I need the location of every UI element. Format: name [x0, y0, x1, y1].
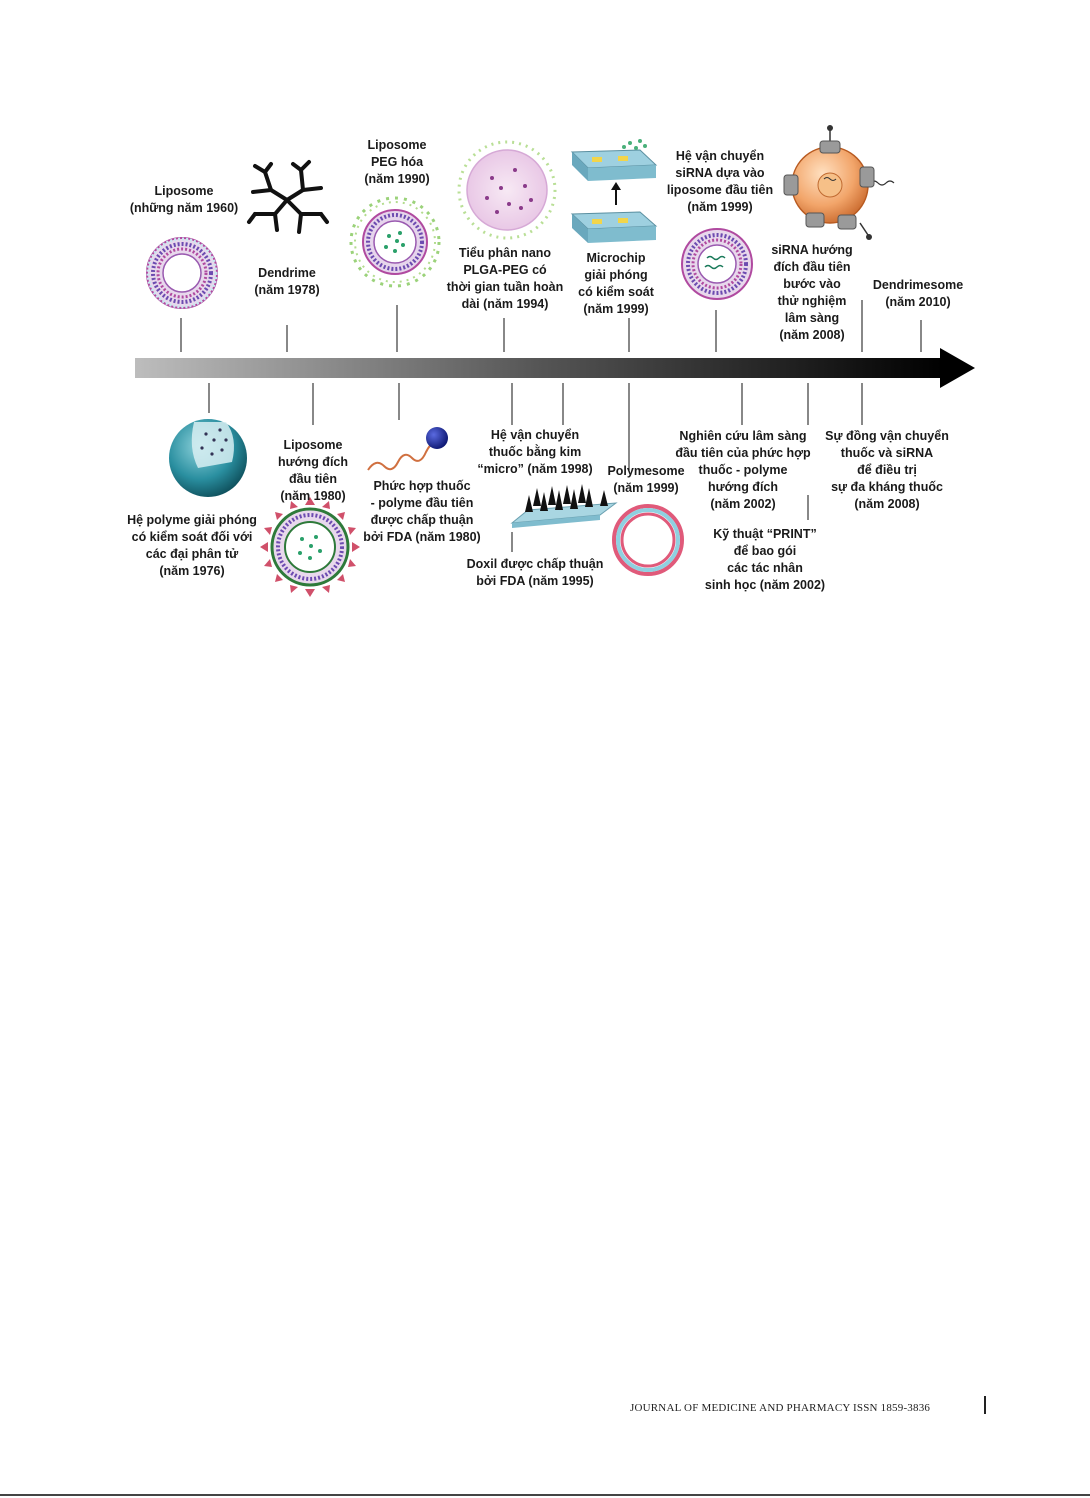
drug-delivery-timeline-figure	[0, 0, 1090, 620]
label-microchip-1999: Microchip giải phóng có kiểm soát (năm 1999)	[578, 251, 654, 316]
drug-polymer-conjugate-icon	[368, 427, 448, 470]
liposome-icon	[147, 238, 217, 308]
polymer-sphere-icon	[169, 419, 247, 497]
label-targeted-complex-2002: Nghiên cứu lâm sàng đầu tiên của phức hợp thuốc - polyme hướng đích (năm 2002)	[675, 429, 811, 511]
journal-footer: JOURNAL OF MEDICINE AND PHARMACY ISSN 1859-3836	[630, 1402, 931, 1414]
polymersome-icon	[614, 506, 682, 574]
label-dendrime-1978: Dendrime (năm 1978)	[254, 266, 320, 297]
label-print-2002: Kỹ thuật “PRINT” để bao gói các tác nhân sinh học (năm 2002)	[704, 527, 826, 592]
label-sirna-liposome-1999: Hệ vận chuyển siRNA dựa vào liposome đầu tiên (năm 1999)	[666, 149, 774, 214]
targeted-nanoparticle-icon	[784, 125, 894, 240]
microchip-icon	[572, 139, 656, 243]
label-targeted-liposome-1980: Liposome hướng đích đầu tiên (năm 1980)	[277, 438, 348, 503]
label-codelivery-2008: Sự đồng vận chuyển thuốc và siRNA để điều trị sự đa kháng thuốc (năm 2008)	[825, 429, 949, 511]
sirna-liposome-icon	[682, 229, 752, 299]
label-peg-liposome-1990: Liposome PEG hóa (năm 1990)	[364, 138, 430, 186]
label-sirna-clinical-2008: siRNA hướng đích đầu tiên bước vào thử nghiệm lâm sàng (năm 2008)	[771, 243, 853, 342]
label-doxil-1995: Doxil được chấp thuận bởi FDA (năm 1995)	[466, 557, 604, 588]
label-dendrimesome-2010: Dendrimesome (năm 2010)	[872, 278, 964, 309]
label-polymesome-1999: Polymesome (năm 1999)	[607, 464, 685, 495]
label-drug-polymer-1980: Phức hợp thuốc - polyme đầu tiên được chấp thuận bởi FDA (năm 1980)	[363, 479, 481, 544]
label-polymer-1976: Hệ polyme giải phóng có kiểm soát đối với các đại phân tử (năm 1976)	[127, 513, 257, 578]
label-microneedle-1998: Hệ vận chuyển thuốc bằng kim “micro” (năm 1998)	[477, 428, 593, 476]
dendrimer-icon	[249, 162, 327, 232]
plga-nanoparticle-icon	[459, 142, 555, 238]
timeline-arrow	[135, 348, 975, 388]
targeted-liposome-icon	[260, 497, 360, 597]
label-liposome-1960: Liposome (những năm 1960)	[129, 184, 239, 215]
peg-liposome-icon	[351, 198, 439, 286]
page-bottom-rule	[0, 1494, 1090, 1496]
label-plga-peg-1994: Tiểu phân nano PLGA-PEG có thời gian tuần hoàn dài (năm 1994)	[446, 246, 564, 311]
footer-divider	[984, 1396, 986, 1414]
